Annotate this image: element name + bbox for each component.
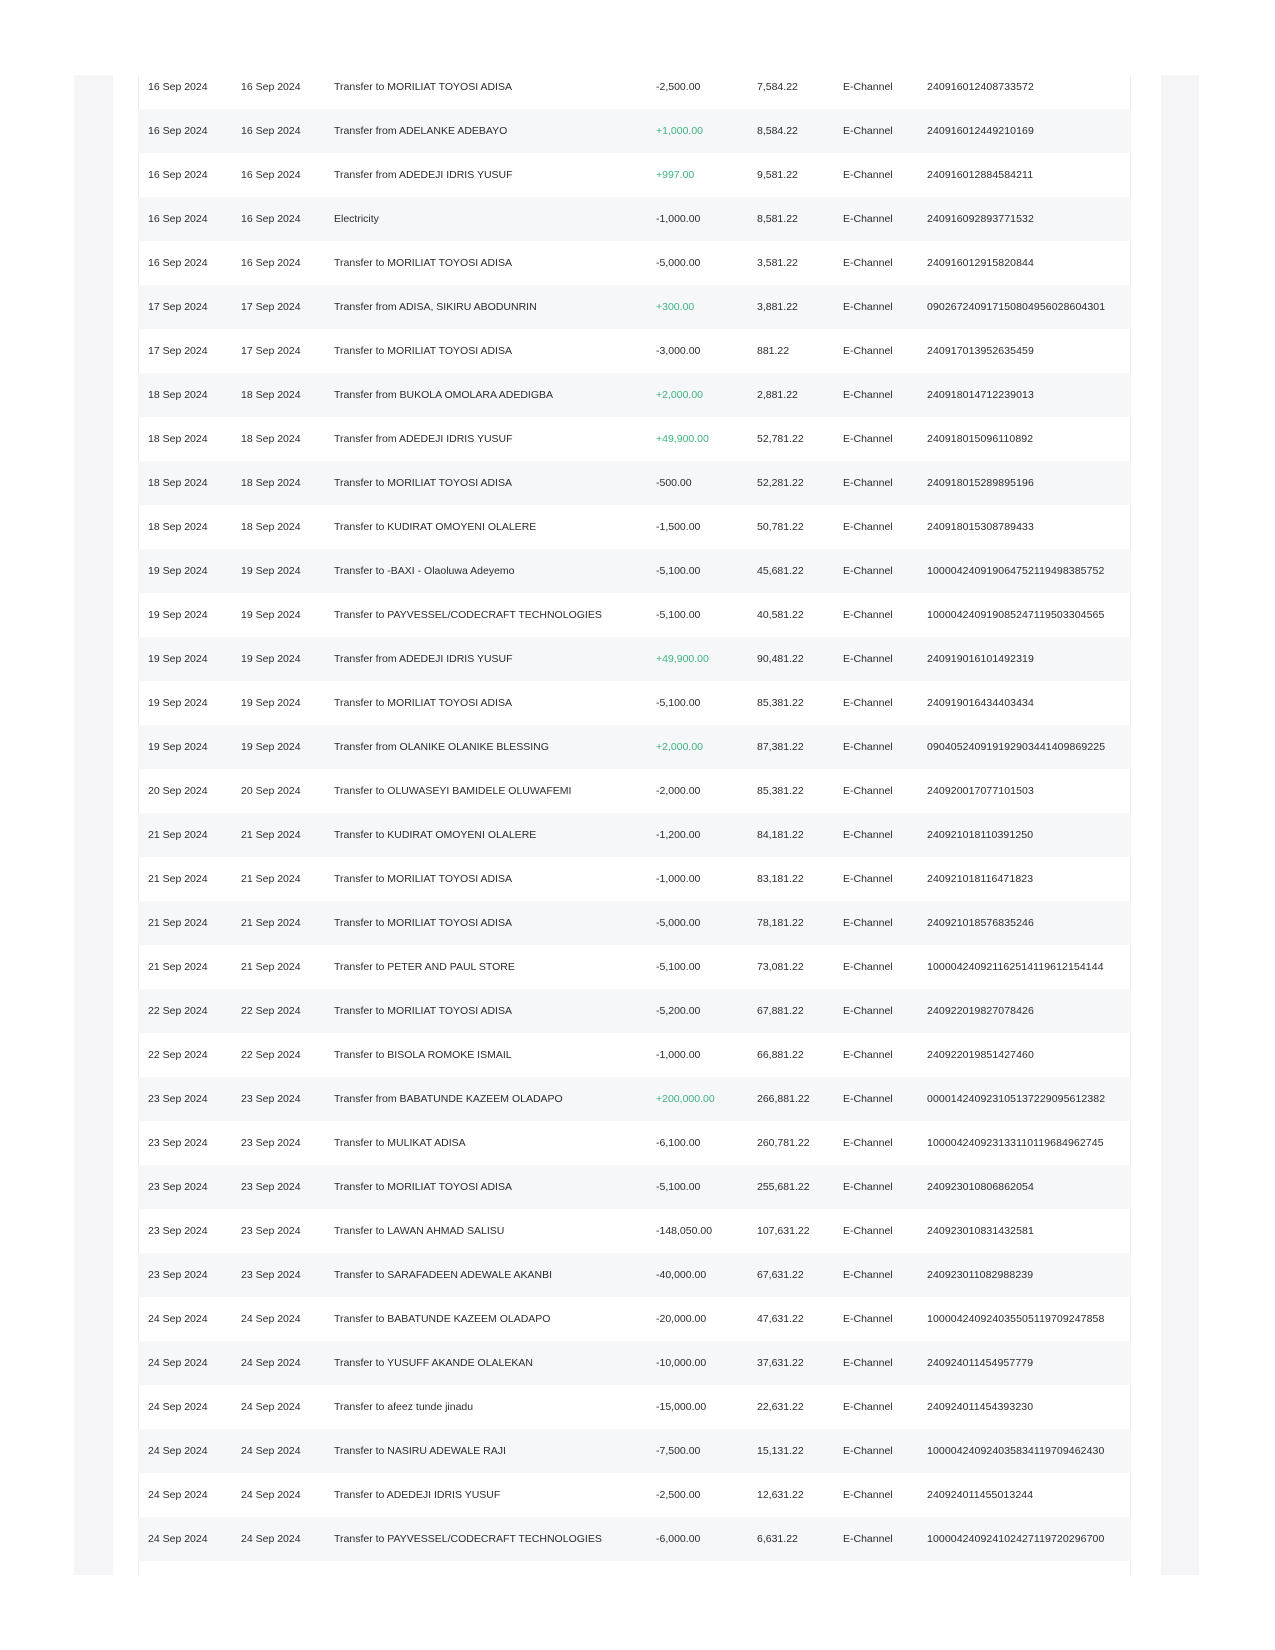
running-balance: 52,281.22: [757, 477, 804, 489]
transaction-description: Transfer to PAYVESSEL/CODECRAFT TECHNOLOGIES: [334, 609, 602, 621]
transaction-description: Transfer to MORILIAT TOYOSI ADISA: [334, 257, 512, 269]
table-row: [138, 65, 1131, 109]
transaction-description: Transfer to LAWAN AHMAD SALISU: [334, 1225, 505, 1237]
transaction-channel: E-Channel: [843, 1445, 893, 1457]
transaction-description: Transfer to BISOLA ROMOKE ISMAIL: [334, 1049, 512, 1061]
table-row: [138, 989, 1131, 1033]
transaction-reference: 090405240919192903441409869225: [927, 741, 1106, 753]
transaction-reference: 240918015289895196: [927, 477, 1034, 489]
transaction-date: 23 Sep 2024: [148, 1093, 208, 1105]
transaction-amount: +2,000.00: [656, 741, 704, 753]
transaction-channel: E-Channel: [843, 1401, 893, 1413]
transaction-reference: 240917013952635459: [927, 345, 1034, 357]
transaction-description: Transfer to YUSUFF AKANDE OLALEKAN: [334, 1357, 533, 1369]
value-date: 21 Sep 2024: [241, 917, 301, 929]
transaction-description: Transfer from BABATUNDE KAZEEM OLADAPO: [334, 1093, 563, 1105]
running-balance: 12,631.22: [757, 1489, 804, 1501]
transaction-reference: 240921018110391250: [927, 829, 1034, 841]
transaction-amount: -3,000.00: [656, 345, 701, 357]
transaction-description: Transfer to MORILIAT TOYOSI ADISA: [334, 1005, 512, 1017]
value-date: 23 Sep 2024: [241, 1225, 301, 1237]
transaction-date: 21 Sep 2024: [148, 829, 208, 841]
table-row: [138, 945, 1131, 989]
transaction-date: 20 Sep 2024: [148, 785, 208, 797]
transaction-channel: E-Channel: [843, 125, 893, 137]
transaction-reference: 240918015096110892: [927, 433, 1034, 445]
transaction-amount: -6,100.00: [656, 1137, 701, 1149]
transaction-description: Transfer to afeez tunde jinadu: [334, 1401, 474, 1413]
transaction-channel: E-Channel: [843, 1533, 893, 1545]
transaction-date: 16 Sep 2024: [148, 257, 208, 269]
transaction-date: 22 Sep 2024: [148, 1049, 208, 1061]
transaction-channel: E-Channel: [843, 521, 893, 533]
transaction-description: Transfer to SARAFADEEN ADEWALE AKANBI: [334, 1269, 553, 1281]
running-balance: 6,631.22: [757, 1533, 798, 1545]
transaction-description: Transfer from ADEDEJI IDRIS YUSUF: [334, 653, 513, 665]
running-balance: 90,481.22: [757, 653, 804, 665]
transaction-channel: E-Channel: [843, 697, 893, 709]
transaction-date: 24 Sep 2024: [148, 1445, 208, 1457]
transaction-date: 18 Sep 2024: [148, 521, 208, 533]
transaction-channel: E-Channel: [843, 565, 893, 577]
transaction-description: Transfer to MORILIAT TOYOSI ADISA: [334, 1181, 512, 1193]
transaction-amount: -5,100.00: [656, 697, 701, 709]
transaction-date: 19 Sep 2024: [148, 741, 208, 753]
value-date: 19 Sep 2024: [241, 741, 301, 753]
transaction-description: Transfer to MORILIAT TOYOSI ADISA: [334, 345, 512, 357]
transaction-date: 18 Sep 2024: [148, 389, 208, 401]
transaction-reference: 240916012915820844: [927, 257, 1034, 269]
table-row: [138, 681, 1131, 725]
table-row: [138, 1253, 1131, 1297]
transaction-amount: -7,500.00: [656, 1445, 701, 1457]
value-date: 24 Sep 2024: [241, 1401, 301, 1413]
transaction-channel: E-Channel: [843, 81, 893, 93]
transaction-channel: E-Channel: [843, 609, 893, 621]
value-date: 21 Sep 2024: [241, 873, 301, 885]
running-balance: 85,381.22: [757, 785, 804, 797]
transaction-date: 18 Sep 2024: [148, 433, 208, 445]
value-date: 24 Sep 2024: [241, 1313, 301, 1325]
value-date: 21 Sep 2024: [241, 961, 301, 973]
table-row: [138, 285, 1131, 329]
transaction-date: 19 Sep 2024: [148, 653, 208, 665]
transaction-reference: 240920017077101503: [927, 785, 1034, 797]
transaction-amount: -10,000.00: [656, 1357, 707, 1369]
running-balance: 84,181.22: [757, 829, 804, 841]
transaction-amount: +300.00: [656, 301, 695, 313]
running-balance: 47,631.22: [757, 1313, 804, 1325]
running-balance: 37,631.22: [757, 1357, 804, 1369]
table-row: [138, 109, 1131, 153]
running-balance: 67,631.22: [757, 1269, 804, 1281]
transaction-channel: E-Channel: [843, 961, 893, 973]
value-date: 24 Sep 2024: [241, 1533, 301, 1545]
transaction-reference: 100004240921162514119612154144: [927, 961, 1104, 973]
transaction-channel: E-Channel: [843, 433, 893, 445]
value-date: 24 Sep 2024: [241, 1445, 301, 1457]
table-row: [138, 1517, 1131, 1561]
table-row: [138, 1385, 1131, 1429]
value-date: 17 Sep 2024: [241, 345, 301, 357]
running-balance: 78,181.22: [757, 917, 804, 929]
transaction-date: 16 Sep 2024: [148, 125, 208, 137]
running-balance: 266,881.22: [757, 1093, 810, 1105]
running-balance: 15,131.22: [757, 1445, 804, 1457]
value-date: 16 Sep 2024: [241, 257, 301, 269]
transaction-reference: 100004240924102427119720296700: [927, 1533, 1105, 1545]
transaction-amount: -1,000.00: [656, 1049, 701, 1061]
transaction-reference: 240923011082988239: [927, 1269, 1034, 1281]
transaction-date: 24 Sep 2024: [148, 1313, 208, 1325]
transaction-reference: 240923010806862054: [927, 1181, 1034, 1193]
transaction-description: Transfer from ADELANKE ADEBAYO: [334, 125, 508, 137]
transaction-amount: -5,000.00: [656, 257, 701, 269]
transaction-reference: 240922019851427460: [927, 1049, 1034, 1061]
transaction-channel: E-Channel: [843, 389, 893, 401]
transaction-channel: E-Channel: [843, 257, 893, 269]
transactions-table: [138, 65, 1131, 1561]
transaction-amount: -6,000.00: [656, 1533, 701, 1545]
running-balance: 3,881.22: [757, 301, 798, 313]
running-balance: 260,781.22: [757, 1137, 810, 1149]
transaction-amount: +49,900.00: [656, 653, 709, 665]
transaction-amount: -5,000.00: [656, 917, 701, 929]
table-row: [138, 769, 1131, 813]
transaction-reference: 100004240923133110119684962745: [927, 1137, 1104, 1149]
table-row: [138, 857, 1131, 901]
value-date: 19 Sep 2024: [241, 609, 301, 621]
transaction-amount: -5,100.00: [656, 565, 701, 577]
transaction-reference: 240921018576835246: [927, 917, 1034, 929]
running-balance: 73,081.22: [757, 961, 804, 973]
table-row: [138, 1341, 1131, 1385]
table-row: [138, 1033, 1131, 1077]
value-date: 17 Sep 2024: [241, 301, 301, 313]
transaction-reference: 240916012408733572: [927, 81, 1034, 93]
table-row: [138, 593, 1131, 637]
transaction-date: 24 Sep 2024: [148, 1533, 208, 1545]
transaction-channel: E-Channel: [843, 301, 893, 313]
transaction-reference: 100004240924035834119709462430: [927, 1445, 1105, 1457]
left-margin-band: [74, 75, 113, 1575]
transaction-date: 16 Sep 2024: [148, 213, 208, 225]
value-date: 19 Sep 2024: [241, 697, 301, 709]
transaction-channel: E-Channel: [843, 1181, 893, 1193]
table-row: [138, 1121, 1131, 1165]
right-margin-band: [1161, 75, 1199, 1575]
transaction-reference: 090267240917150804956028604301: [927, 301, 1106, 313]
transaction-reference: 240916012449210169: [927, 125, 1034, 137]
transaction-channel: E-Channel: [843, 829, 893, 841]
table-row: [138, 1297, 1131, 1341]
transaction-description: Transfer from ADEDEJI IDRIS YUSUF: [334, 433, 513, 445]
transaction-date: 17 Sep 2024: [148, 345, 208, 357]
transaction-channel: E-Channel: [843, 1489, 893, 1501]
transaction-amount: -500.00: [656, 477, 692, 489]
transaction-amount: -2,500.00: [656, 81, 701, 93]
value-date: 23 Sep 2024: [241, 1093, 301, 1105]
value-date: 19 Sep 2024: [241, 565, 301, 577]
table-row: [138, 197, 1131, 241]
transaction-description: Transfer from ADISA, SIKIRU ABODUNRIN: [334, 301, 537, 313]
transaction-date: 22 Sep 2024: [148, 1005, 208, 1017]
table-row: [138, 1077, 1131, 1121]
transaction-amount: -1,500.00: [656, 521, 701, 533]
transaction-description: Electricity: [334, 213, 379, 225]
table-row: [138, 813, 1131, 857]
value-date: 18 Sep 2024: [241, 433, 301, 445]
value-date: 21 Sep 2024: [241, 829, 301, 841]
transaction-amount: -148,050.00: [656, 1225, 713, 1237]
value-date: 18 Sep 2024: [241, 521, 301, 533]
running-balance: 67,881.22: [757, 1005, 804, 1017]
transaction-amount: -1,200.00: [656, 829, 701, 841]
value-date: 16 Sep 2024: [241, 125, 301, 137]
transaction-description: Transfer to MORILIAT TOYOSI ADISA: [334, 697, 512, 709]
running-balance: 83,181.22: [757, 873, 804, 885]
value-date: 24 Sep 2024: [241, 1489, 301, 1501]
value-date: 24 Sep 2024: [241, 1357, 301, 1369]
transaction-reference: 240918015308789433: [927, 521, 1034, 533]
transaction-date: 23 Sep 2024: [148, 1181, 208, 1193]
transaction-amount: -40,000.00: [656, 1269, 707, 1281]
value-date: 23 Sep 2024: [241, 1181, 301, 1193]
table-row: [138, 637, 1131, 681]
table-row: [138, 725, 1131, 769]
transaction-amount: -1,000.00: [656, 213, 701, 225]
transaction-reference: 100004240924035505119709247858: [927, 1313, 1105, 1325]
transaction-description: Transfer to MORILIAT TOYOSI ADISA: [334, 477, 512, 489]
transaction-date: 23 Sep 2024: [148, 1269, 208, 1281]
transaction-date: 24 Sep 2024: [148, 1489, 208, 1501]
transaction-reference: 240918014712239013: [927, 389, 1034, 401]
transaction-channel: E-Channel: [843, 345, 893, 357]
value-date: 16 Sep 2024: [241, 81, 301, 93]
table-row: [138, 461, 1131, 505]
transaction-reference: 240923010831432581: [927, 1225, 1034, 1237]
running-balance: 881.22: [757, 345, 790, 357]
transaction-date: 17 Sep 2024: [148, 301, 208, 313]
transaction-reference: 240916012884584211: [927, 169, 1034, 181]
running-balance: 3,581.22: [757, 257, 798, 269]
transaction-amount: -5,200.00: [656, 1005, 701, 1017]
transaction-description: Transfer from ADEDEJI IDRIS YUSUF: [334, 169, 513, 181]
transaction-channel: E-Channel: [843, 1005, 893, 1017]
transaction-reference: 240924011454957779: [927, 1357, 1034, 1369]
running-balance: 40,581.22: [757, 609, 804, 621]
transaction-reference: 240919016101492319: [927, 653, 1034, 665]
transaction-description: Transfer to NASIRU ADEWALE RAJI: [334, 1445, 506, 1457]
transaction-channel: E-Channel: [843, 1049, 893, 1061]
value-date: 23 Sep 2024: [241, 1269, 301, 1281]
transaction-reference: 240916092893771532: [927, 213, 1034, 225]
value-date: 16 Sep 2024: [241, 169, 301, 181]
transaction-amount: -15,000.00: [656, 1401, 707, 1413]
transaction-description: Transfer to KUDIRAT OMOYENI OLALERE: [334, 521, 537, 533]
transaction-channel: E-Channel: [843, 741, 893, 753]
transaction-description: Transfer to PETER AND PAUL STORE: [334, 961, 515, 973]
table-row: [138, 1165, 1131, 1209]
transaction-amount: +49,900.00: [656, 433, 709, 445]
transaction-date: 16 Sep 2024: [148, 81, 208, 93]
transaction-channel: E-Channel: [843, 1093, 893, 1105]
table-row: [138, 373, 1131, 417]
table-row: [138, 1429, 1131, 1473]
transaction-date: 19 Sep 2024: [148, 565, 208, 577]
transaction-amount: +200,000.00: [656, 1093, 715, 1105]
transaction-reference: 240919016434403434: [927, 697, 1034, 709]
running-balance: 66,881.22: [757, 1049, 804, 1061]
transaction-description: Transfer to MORILIAT TOYOSI ADISA: [334, 873, 512, 885]
transaction-channel: E-Channel: [843, 1137, 893, 1149]
table-row: [138, 1209, 1131, 1253]
table-row: [138, 1473, 1131, 1517]
transaction-amount: -5,100.00: [656, 609, 701, 621]
transaction-amount: -1,000.00: [656, 873, 701, 885]
running-balance: 8,584.22: [757, 125, 798, 137]
transaction-reference: 240924011454393230: [927, 1401, 1034, 1413]
table-row: [138, 901, 1131, 945]
transaction-date: 21 Sep 2024: [148, 873, 208, 885]
table-row: [138, 153, 1131, 197]
running-balance: 2,881.22: [757, 389, 798, 401]
value-date: 22 Sep 2024: [241, 1005, 301, 1017]
transaction-reference: 240922019827078426: [927, 1005, 1034, 1017]
transaction-date: 23 Sep 2024: [148, 1225, 208, 1237]
transaction-amount: +2,000.00: [656, 389, 704, 401]
transaction-reference: 000014240923105137229095612382: [927, 1093, 1106, 1105]
transaction-description: Transfer to PAYVESSEL/CODECRAFT TECHNOLOGIES: [334, 1533, 602, 1545]
running-balance: 87,381.22: [757, 741, 804, 753]
transaction-channel: E-Channel: [843, 477, 893, 489]
table-row: [138, 417, 1131, 461]
transaction-date: 24 Sep 2024: [148, 1401, 208, 1413]
transaction-description: Transfer to MULIKAT ADISA: [334, 1137, 466, 1149]
transaction-amount: -20,000.00: [656, 1313, 707, 1325]
transaction-description: Transfer to OLUWASEYI BAMIDELE OLUWAFEMI: [334, 785, 572, 797]
transaction-amount: -5,100.00: [656, 1181, 701, 1193]
transaction-date: 19 Sep 2024: [148, 609, 208, 621]
transaction-channel: E-Channel: [843, 1313, 893, 1325]
value-date: 22 Sep 2024: [241, 1049, 301, 1061]
transaction-description: Transfer to MORILIAT TOYOSI ADISA: [334, 81, 512, 93]
running-balance: 8,581.22: [757, 213, 798, 225]
transaction-channel: E-Channel: [843, 213, 893, 225]
table-row: [138, 241, 1131, 285]
transaction-reference: 240924011455013244: [927, 1489, 1034, 1501]
transaction-channel: E-Channel: [843, 653, 893, 665]
transaction-amount: -5,100.00: [656, 961, 701, 973]
transaction-date: 24 Sep 2024: [148, 1357, 208, 1369]
transaction-channel: E-Channel: [843, 1357, 893, 1369]
transaction-reference: 100004240919085247119503304565: [927, 609, 1105, 621]
transaction-description: Transfer from BUKOLA OMOLARA ADEDIGBA: [334, 389, 554, 401]
value-date: 20 Sep 2024: [241, 785, 301, 797]
transaction-channel: E-Channel: [843, 169, 893, 181]
running-balance: 50,781.22: [757, 521, 804, 533]
transaction-channel: E-Channel: [843, 1269, 893, 1281]
transaction-description: Transfer to ADEDEJI IDRIS YUSUF: [334, 1489, 501, 1501]
transaction-date: 21 Sep 2024: [148, 917, 208, 929]
transaction-amount: -2,000.00: [656, 785, 701, 797]
transaction-description: Transfer to MORILIAT TOYOSI ADISA: [334, 917, 512, 929]
running-balance: 7,584.22: [757, 81, 798, 93]
transaction-channel: E-Channel: [843, 873, 893, 885]
transaction-date: 21 Sep 2024: [148, 961, 208, 973]
value-date: 19 Sep 2024: [241, 653, 301, 665]
transaction-description: Transfer to -BAXI - Olaoluwa Adeyemo: [334, 565, 515, 577]
value-date: 23 Sep 2024: [241, 1137, 301, 1149]
transaction-description: Transfer from OLANIKE OLANIKE BLESSING: [334, 741, 549, 753]
table-row: [138, 549, 1131, 593]
transaction-reference: 100004240919064752119498385752: [927, 565, 1105, 577]
transaction-date: 18 Sep 2024: [148, 477, 208, 489]
table-row: [138, 329, 1131, 373]
transaction-channel: E-Channel: [843, 917, 893, 929]
transaction-description: Transfer to BABATUNDE KAZEEM OLADAPO: [334, 1313, 551, 1325]
value-date: 18 Sep 2024: [241, 389, 301, 401]
table-row: [138, 505, 1131, 549]
running-balance: 22,631.22: [757, 1401, 804, 1413]
running-balance: 85,381.22: [757, 697, 804, 709]
running-balance: 255,681.22: [757, 1181, 810, 1193]
running-balance: 107,631.22: [757, 1225, 810, 1237]
value-date: 18 Sep 2024: [241, 477, 301, 489]
transaction-description: Transfer to KUDIRAT OMOYENI OLALERE: [334, 829, 537, 841]
transaction-amount: +997.00: [656, 169, 695, 181]
transaction-channel: E-Channel: [843, 1225, 893, 1237]
transaction-channel: E-Channel: [843, 785, 893, 797]
running-balance: 9,581.22: [757, 169, 798, 181]
transaction-amount: +1,000.00: [656, 125, 704, 137]
transaction-date: 19 Sep 2024: [148, 697, 208, 709]
transaction-reference: 240921018116471823: [927, 873, 1034, 885]
running-balance: 45,681.22: [757, 565, 804, 577]
running-balance: 52,781.22: [757, 433, 804, 445]
value-date: 16 Sep 2024: [241, 213, 301, 225]
transaction-date: 16 Sep 2024: [148, 169, 208, 181]
transaction-amount: -2,500.00: [656, 1489, 701, 1501]
transaction-date: 23 Sep 2024: [148, 1137, 208, 1149]
